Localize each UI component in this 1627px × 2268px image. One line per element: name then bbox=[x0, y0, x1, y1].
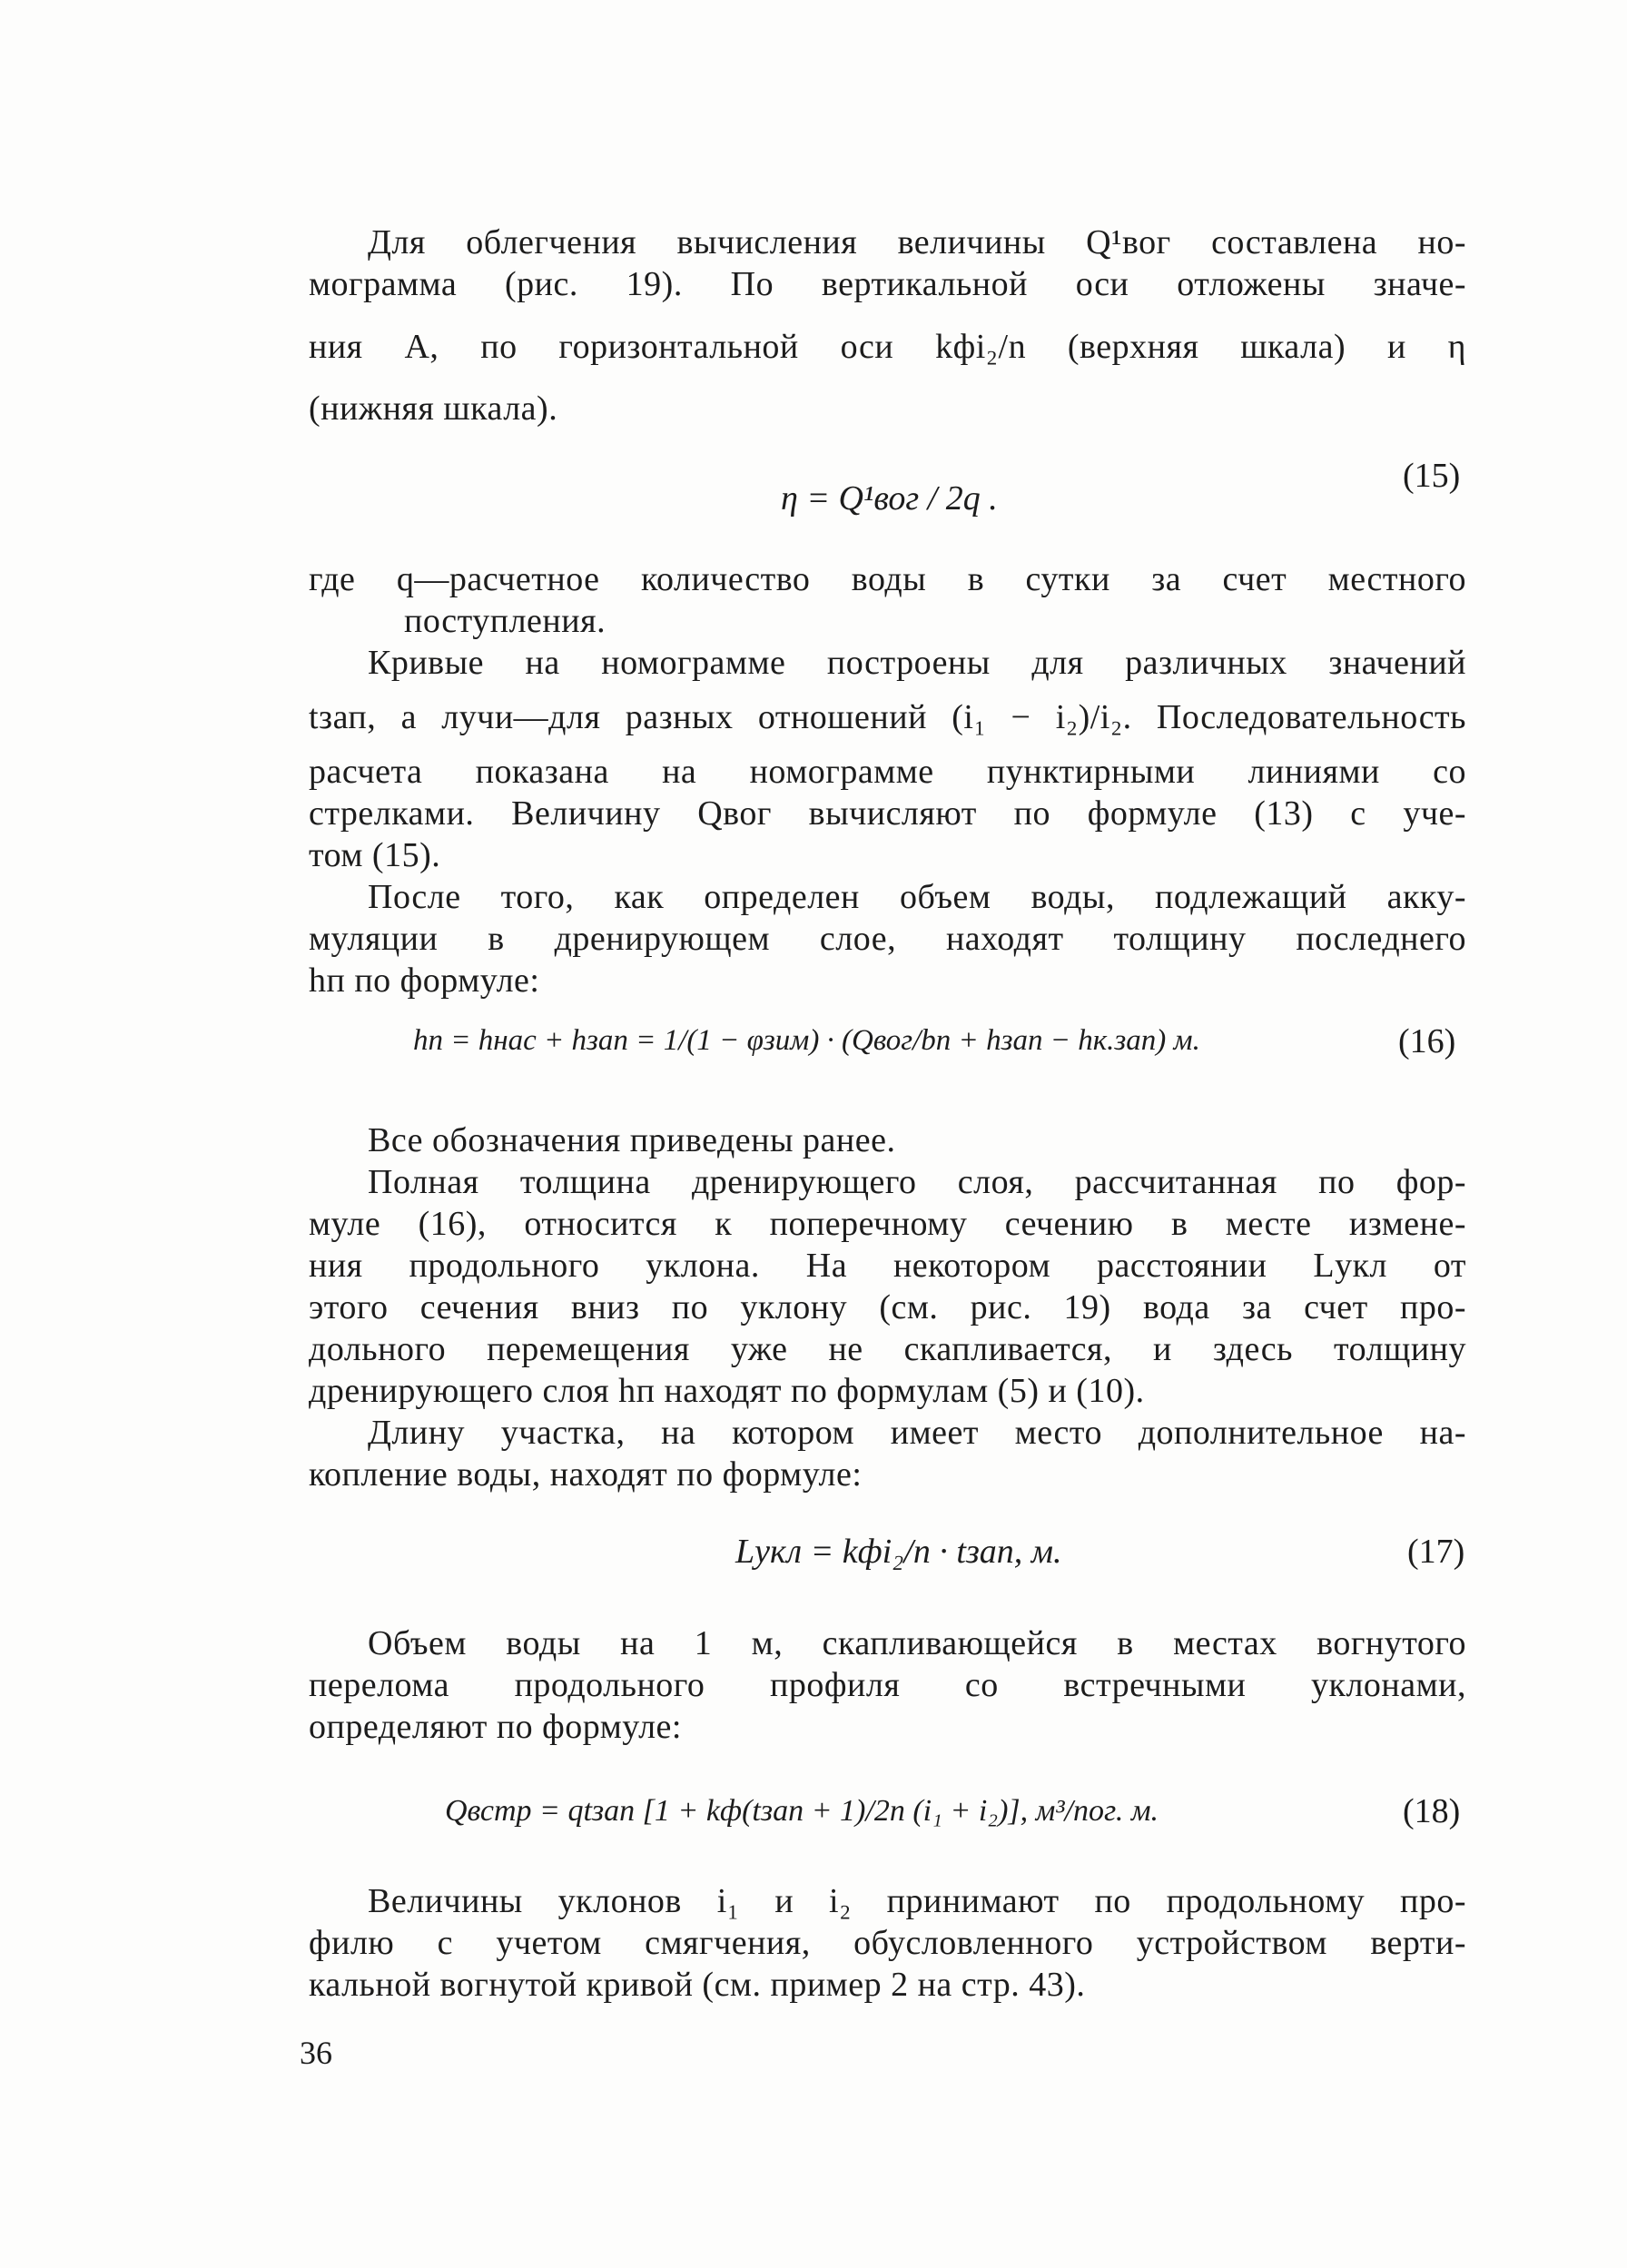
text-line: филю с учетом смягчения, обусловленного устройством верти- bbox=[309, 1924, 1466, 1962]
text-line: расчета показана на номограмме пунктирными линиями со bbox=[309, 753, 1466, 791]
equation-15: η = Q¹вог / 2q . bbox=[781, 479, 998, 518]
text-line: муляции в дренирующем слое, находят толщину последнего bbox=[309, 920, 1466, 958]
text-line: мограмма (рис. 19). По вертикальной оси отложены значе- bbox=[309, 265, 1466, 303]
text-line: tзап, а лучи—для разных отношений (i₁ − i₂)/i₂. Последовательность bbox=[309, 698, 1466, 736]
text-line: Кривые на номограмме построены для различных значений bbox=[368, 644, 1466, 682]
text-line: определяют по формуле: bbox=[309, 1708, 682, 1746]
equation-17: Lукл = kфi₂/n · tзап, м. bbox=[735, 1533, 1062, 1571]
equation-16: hп = hнас + hзап = 1/(1 − φзим) · (Qвог/bn + hзап − hк.зап) м. bbox=[413, 1024, 1200, 1057]
text-line: этого сечения вниз по уклону (см. рис. 19) вода за счет про- bbox=[309, 1288, 1466, 1326]
equation-number: (15) bbox=[1403, 457, 1461, 495]
text-line: Для облегчения вычисления величины Q¹вог составлена но- bbox=[368, 223, 1466, 261]
text-line: копление воды, находят по формуле: bbox=[309, 1455, 863, 1494]
text-line: ния A, по горизонтальной оси kфi₂/n (верхняя шкала) и η bbox=[309, 328, 1466, 366]
page-number: 36 bbox=[300, 2035, 332, 2071]
text-line: кальной вогнутой кривой (см. пример 2 на стр. 43). bbox=[309, 1966, 1086, 2004]
text-line: дренирующего слоя hп находят по формулам (5) и (10). bbox=[309, 1372, 1145, 1410]
text-line: После того, как определен объем воды, подлежащий акку- bbox=[368, 878, 1466, 916]
text-line: стрелками. Величину Qвог вычисляют по формуле (13) с уче- bbox=[309, 794, 1466, 833]
text-line: где q—расчетное количество воды в сутки за счет местного bbox=[309, 560, 1466, 598]
text-line: поступления. bbox=[404, 602, 606, 640]
text-line: Все обозначения приведены ранее. bbox=[368, 1121, 896, 1159]
text-line: (нижняя шкала). bbox=[309, 390, 558, 428]
text-line: Длину участка, на котором имеет место дополнительное на- bbox=[368, 1414, 1466, 1452]
text-line: перелома продольного профиля со встречными уклонами, bbox=[309, 1666, 1466, 1704]
text-line: муле (16), относится к поперечному сечению в месте измене- bbox=[309, 1205, 1466, 1243]
equation-18: Qвстр = qtзап [1 + kф(tзап + 1)/2n (i₁ + i₂)], м³/пог. м. bbox=[445, 1794, 1159, 1828]
text-line: ния продольного уклона. На некотором расстоянии Lукл от bbox=[309, 1247, 1466, 1285]
text-line: Объем воды на 1 м, скапливающейся в местах вогнутого bbox=[368, 1624, 1466, 1662]
text-line: том (15). bbox=[309, 836, 441, 874]
text-line: Величины уклонов i₁ и i₂ принимают по продольному про- bbox=[368, 1882, 1466, 1920]
equation-number: (17) bbox=[1407, 1533, 1465, 1571]
text-line: Полная толщина дренирующего слоя, рассчитанная по фор- bbox=[368, 1163, 1466, 1201]
equation-number: (16) bbox=[1398, 1022, 1456, 1060]
text-line: дольного перемещения уже не скапливается, и здесь толщину bbox=[309, 1330, 1466, 1368]
text-line: hп по формуле: bbox=[309, 961, 540, 1000]
equation-number: (18) bbox=[1403, 1792, 1461, 1830]
